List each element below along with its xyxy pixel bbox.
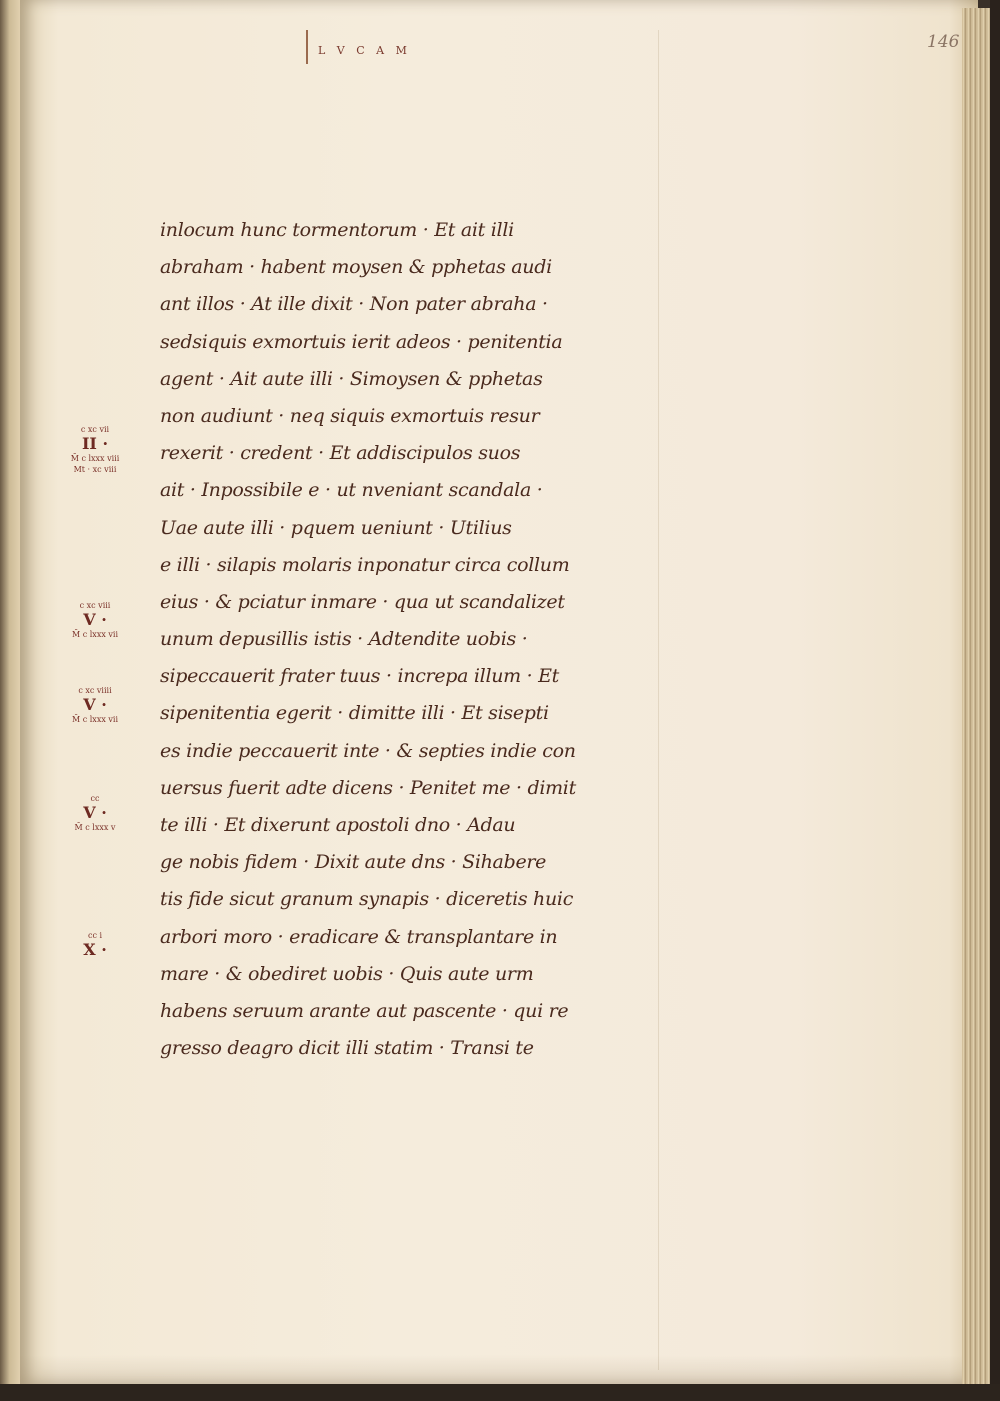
canon-reference: Mt · xc viii [73,465,117,474]
text-line: te illi · Et dixerunt apostoli dno · Adau [160,814,516,836]
running-head: L V C A M [318,44,411,57]
canon-reference: M̄ c lxxx v [74,823,116,832]
canon-note [60,930,130,959]
canon-section-number: cc [90,794,100,803]
text-line: inlocum hunc tormentorum · Et ait illi [160,219,514,241]
canon-note [60,424,130,475]
canon-note [60,793,130,833]
book-cover-edge [990,0,1000,1401]
text-line: tis fide sicut granum synapis · diceretis huic [160,888,574,911]
text-line: non audiunt · neq siquis exmortuis resur [160,404,540,427]
canon-reference: M̄ c lxxx viii [70,454,120,463]
canon-section-number: cc i [87,931,103,940]
text-line: mare · & obediret uobis · Quis aute urm [160,962,534,985]
text-line: es indie peccauerit inte · & septies indie con [160,739,576,762]
canon-numeral: II · [81,434,109,453]
text-line: unum depusillis istis · Adtendite uobis · [160,628,528,651]
main-text-block [160,212,660,1067]
canon-reference: M̄ c lxxx vii [71,630,119,639]
running-head-mark [306,30,308,64]
text-line: gresso deagro dicit illi statim · Transi te [160,1037,534,1060]
canon-section-number: c xc vii [80,425,110,434]
canon-numeral: V · [83,803,107,822]
text-line: abraham · habent moysen & pphetas audi [160,256,552,279]
text-line: habens seruum arante aut pascente · qui re [160,999,569,1022]
text-line: arbori moro · eradicare & transplantare in [160,925,558,948]
canon-note [60,685,130,725]
book-bottom-edge [0,1384,1000,1401]
text-line: sipeccauerit frater tuus · increpa illum · Et [160,665,559,688]
text-line: rexerit · credent · Et addiscipulos suos [160,442,521,465]
canon-note [60,600,130,640]
text-line: agent · Ait aute illi · Simoysen & pphetas [160,367,543,390]
canon-numeral: V · [83,610,107,629]
canon-reference: M̄ c lxxx vii [71,715,119,724]
text-line: uersus fuerit adte dicens · Penitet me · dimit [160,776,576,799]
text-line: sipenitentia egerit · dimitte illi · Et sisepti [160,702,549,725]
canon-section-number: c xc viiii [78,686,112,695]
text-line: ait · Inpossibile e · ut nveniant scandala · [160,479,543,502]
text-line: sedsiquis exmortuis ierit adeos · penitentia [160,330,563,353]
text-line: eius · & pciatur inmare · qua ut scandalizet [160,590,565,613]
text-line: Uae aute illi · pquem ueniunt · Utilius [160,516,512,539]
canon-numeral: X · [83,940,107,959]
text-line: e illi · silapis molaris inponatur circa collum [160,553,570,576]
canon-numeral: V · [83,695,107,714]
folio-number: 146 [927,32,960,52]
canon-section-number: c xc viii [79,601,111,610]
text-line: ge nobis fidem · Dixit aute dns · Sihabere [160,851,547,874]
text-line: ant illos · At ille dixit · Non pater abraha · [160,293,548,316]
